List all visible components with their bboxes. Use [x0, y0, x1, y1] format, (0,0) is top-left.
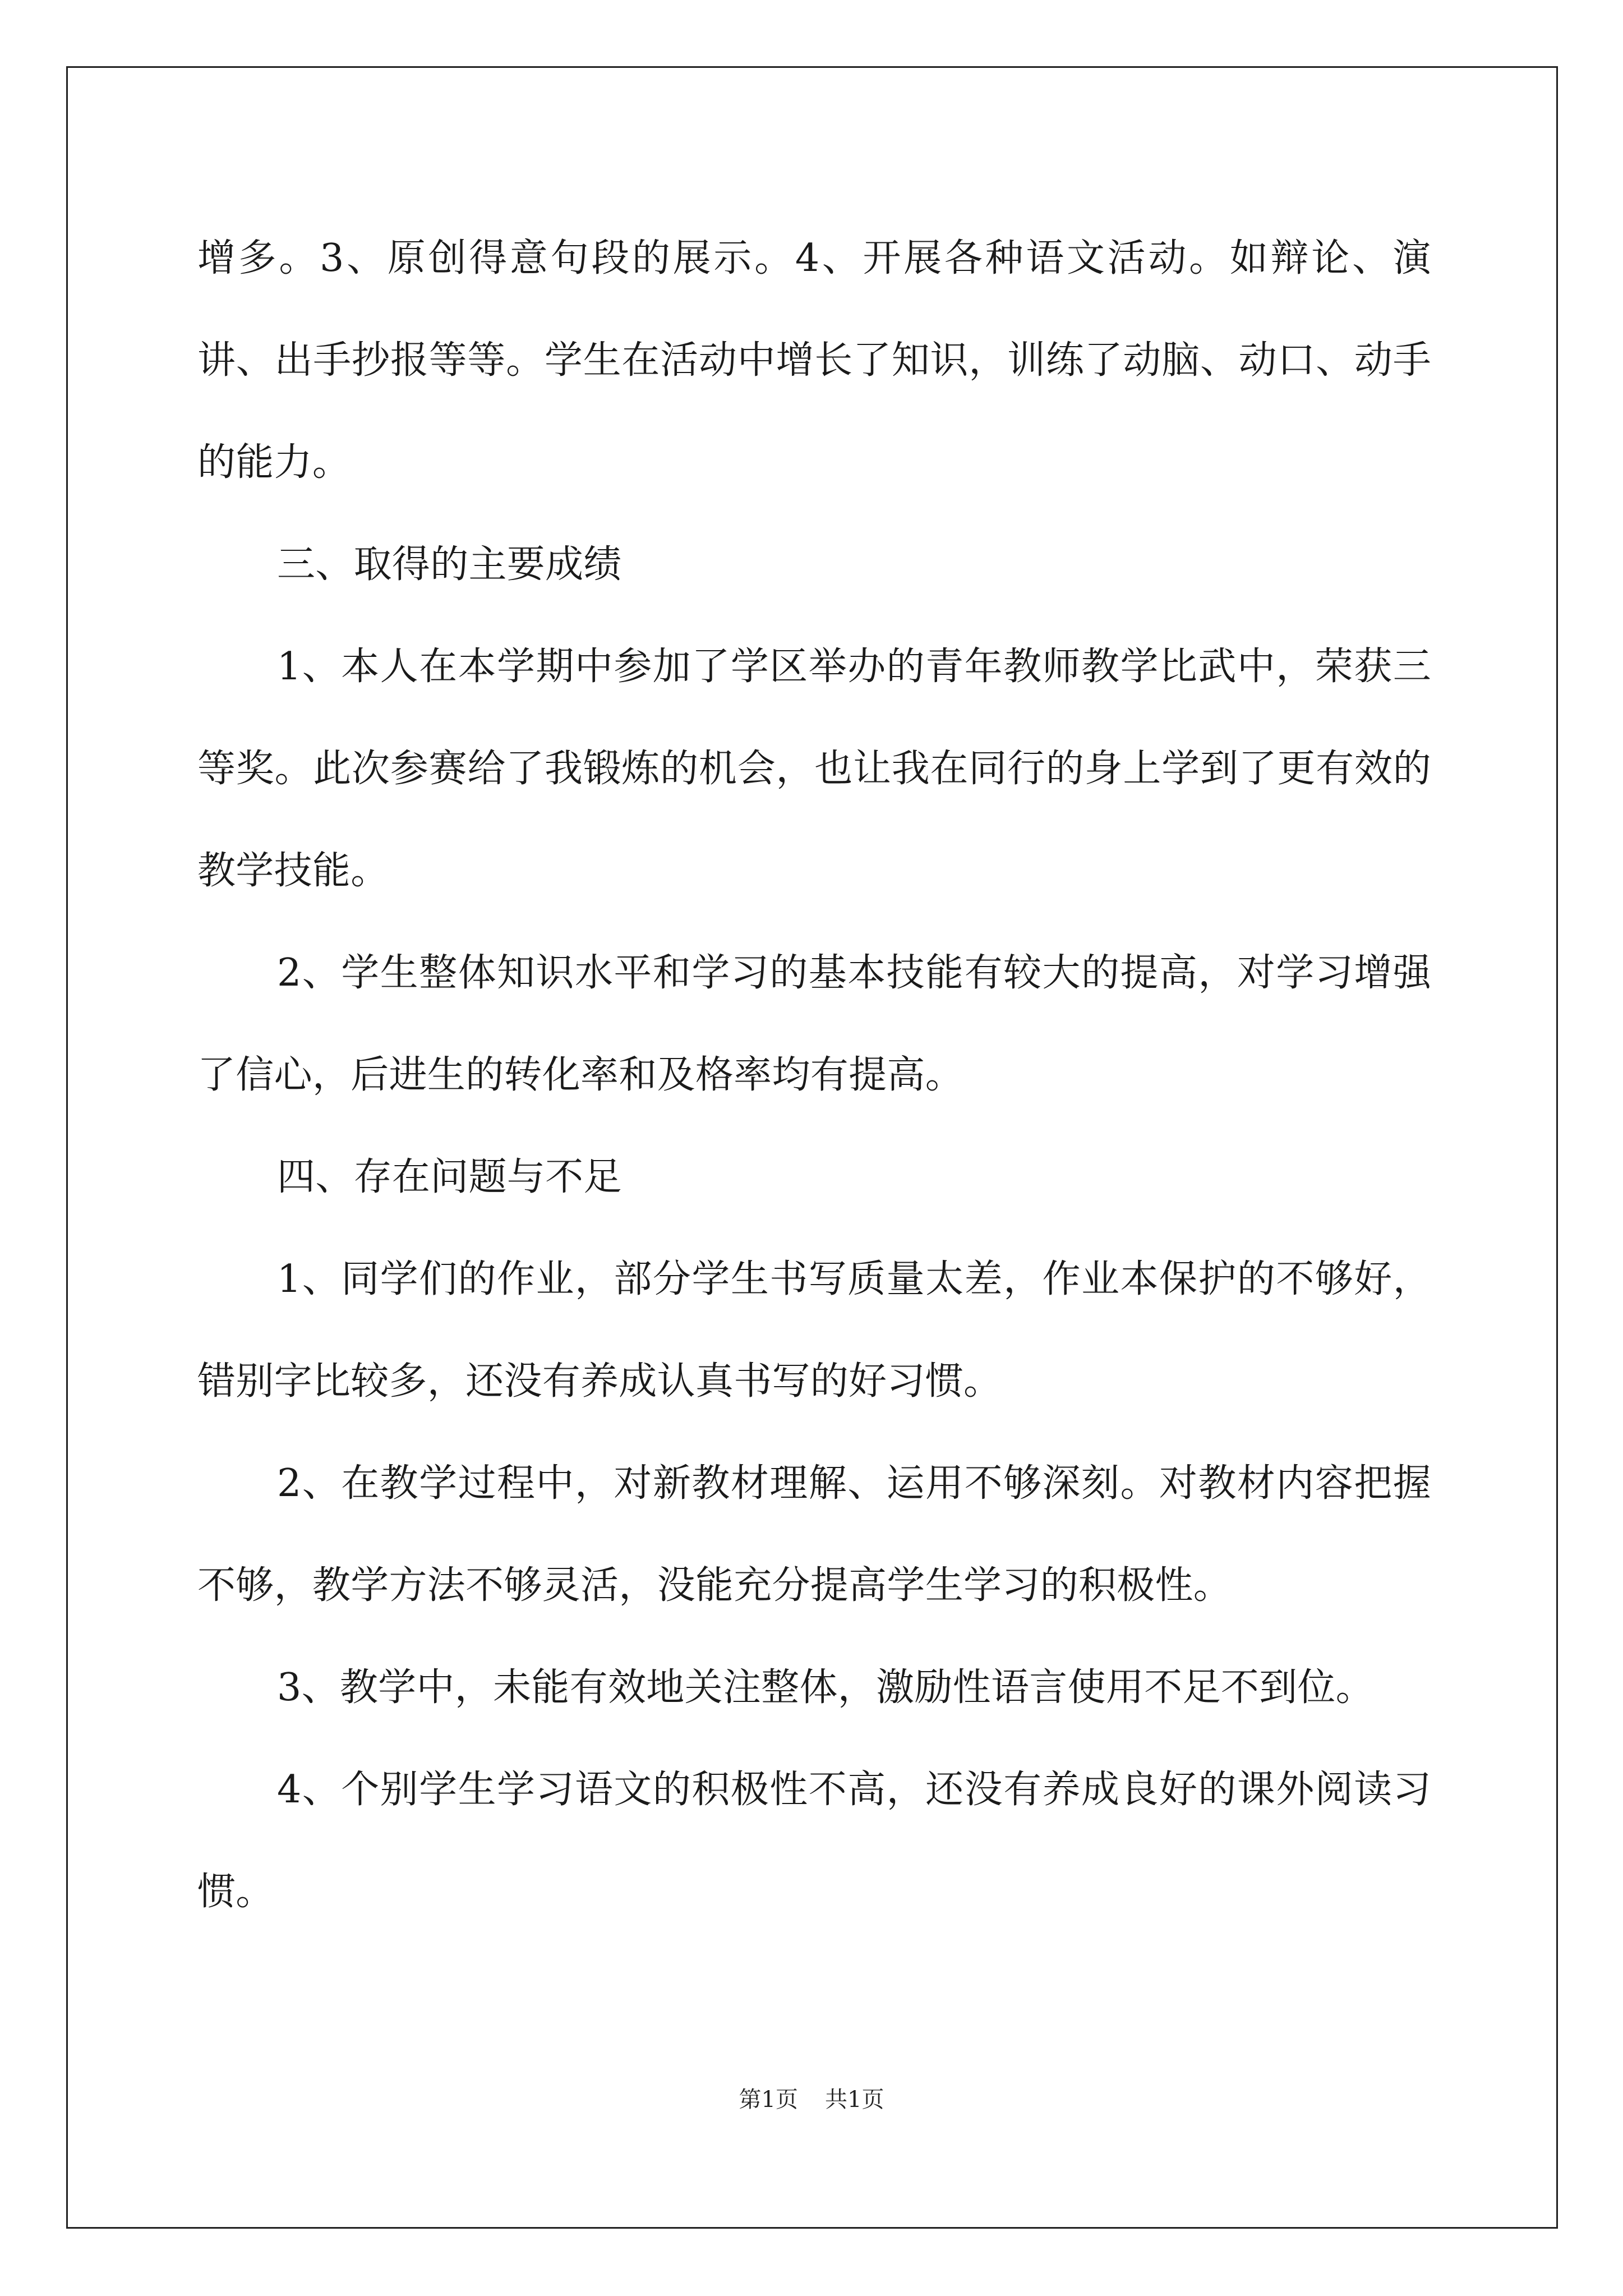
paragraph-problem-1: 1、同学们的作业，部分学生书写质量太差，作业本保护的不够好，错别字比较多，还没有养成认真书写的好习惯。 — [197, 1257, 1431, 1404]
heading-problems: 四、存在问题与不足 — [277, 1155, 622, 1199]
paragraph-activities: 增多。3、原创得意句段的展示。4、开展各种语文活动。如辩论、演讲、出手抄报等等。学生在活动中增长了知识，训练了动脑、动口、动手的能力。 — [197, 236, 1431, 485]
paragraph-problem-3: 3、教学中，未能有效地关注整体，激励性语言使用不足不到位。 — [277, 1665, 1374, 1710]
page-number-current: 第1页 — [739, 2087, 798, 2113]
page-footer — [0, 2086, 1623, 2114]
paragraph-achievement-1: 1、本人在本学期中参加了学区举办的青年教师教学比武中，荣获三等奖。此次参赛给了我锻炼的机会，也让我在同行的身上学到了更有效的教学技能。 — [197, 645, 1431, 893]
page-number-total: 共1页 — [825, 2087, 884, 2113]
paragraph-problem-4: 4、个别学生学习语文的积极性不高，还没有养成良好的课外阅读习惯。 — [197, 1768, 1431, 1914]
paragraph-problem-2: 2、在教学过程中，对新教材理解、运用不够深刻。对教材内容把握不够，教学方法不够灵活，没能充分提高学生学习的积极性。 — [197, 1461, 1431, 1608]
paragraph-achievement-2: 2、学生整体知识水平和学习的基本技能有较大的提高，对学习增强了信心，后进生的转化率和及格率均有提高。 — [197, 951, 1431, 1097]
heading-achievements: 三、取得的主要成绩 — [277, 542, 622, 587]
document-body — [197, 208, 1431, 1943]
